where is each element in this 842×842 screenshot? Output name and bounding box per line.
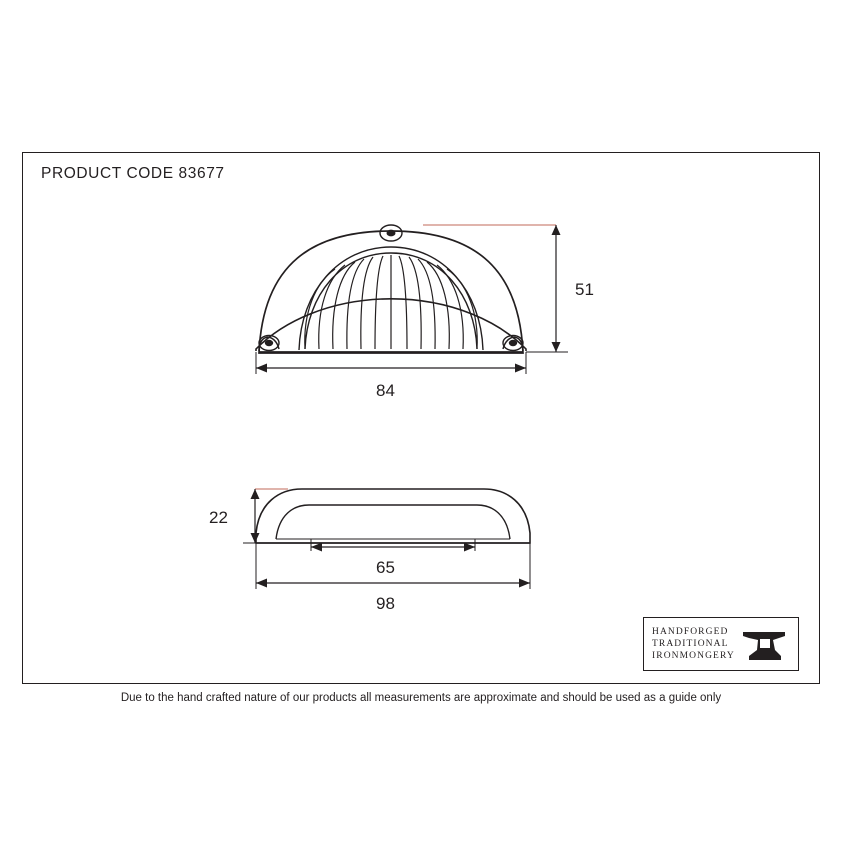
side-overall-width-dimension	[256, 543, 530, 613]
front-top-fixing-hole	[380, 225, 402, 241]
side-centres-value: 65	[376, 558, 395, 577]
front-width-value: 84	[376, 381, 395, 400]
front-flutes	[299, 247, 483, 350]
side-centres-dimension	[311, 539, 475, 577]
brand-logo-text	[652, 626, 735, 662]
technical-drawing	[23, 153, 821, 685]
brand-line-2: TRADITIONAL	[652, 639, 729, 649]
brand-logo-box	[643, 617, 799, 671]
side-outer-profile	[256, 489, 530, 543]
product-code-label: PRODUCT CODE 83677	[41, 165, 225, 182]
anvil-icon	[740, 626, 788, 664]
front-height-dimension	[526, 225, 594, 352]
side-overall-width-value: 98	[376, 594, 395, 613]
side-projection-value: 22	[209, 508, 228, 527]
brand-line-3: IRONMONGERY	[652, 651, 735, 661]
front-elevation	[256, 225, 594, 400]
measurement-disclaimer: Due to the hand crafted nature of our products all measurements are approximate and should be used as a guide only	[120, 692, 722, 704]
brand-line-1: HANDFORGED	[652, 627, 729, 637]
side-projection-dimension	[209, 489, 267, 543]
drawing-sheet	[22, 152, 820, 684]
side-inner-profile	[276, 505, 510, 539]
side-elevation	[209, 489, 530, 613]
front-height-value: 51	[575, 280, 594, 299]
front-width-dimension	[256, 352, 526, 400]
